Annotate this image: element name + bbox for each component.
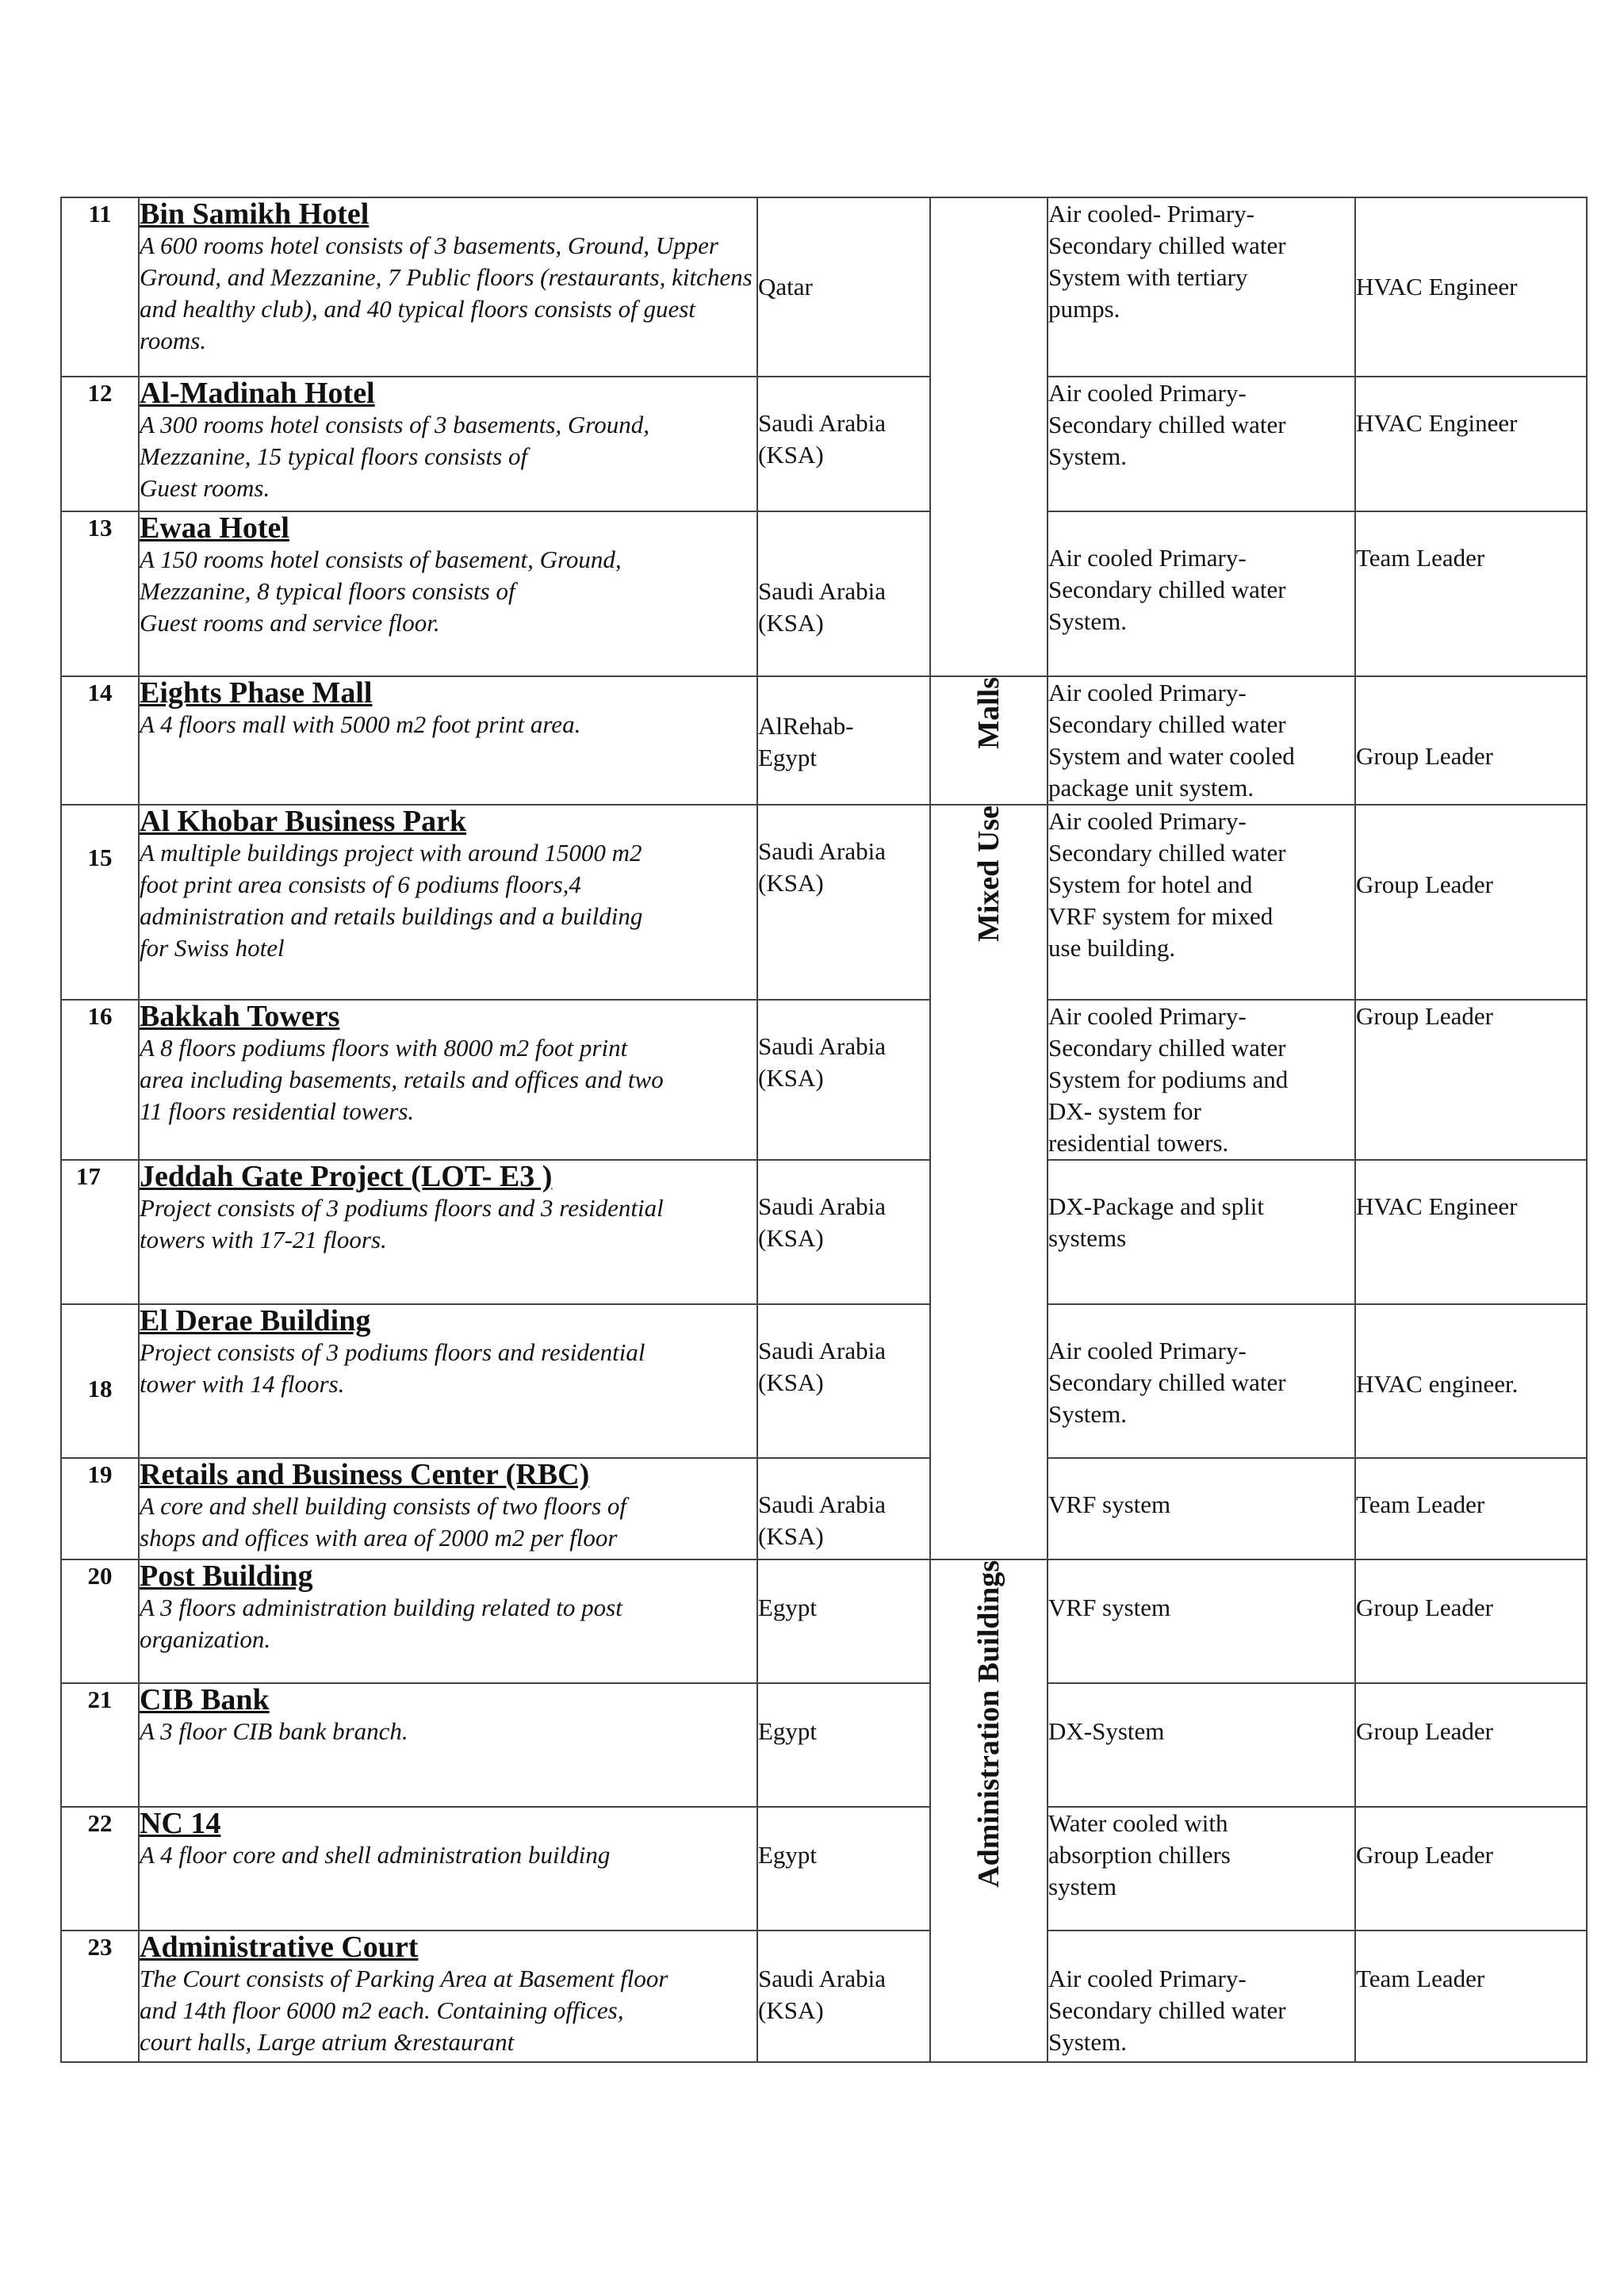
project-location: Saudi Arabia (KSA) — [757, 1000, 930, 1160]
table-row — [61, 1807, 1587, 1931]
table-row — [61, 676, 1587, 805]
project-system: DX-System — [1048, 1683, 1355, 1807]
project-title: Bakkah Towers — [140, 1000, 340, 1033]
project-number: 18 — [61, 1304, 139, 1458]
project-number: 21 — [61, 1683, 139, 1807]
project-cell — [139, 1931, 757, 2062]
project-location: Egypt — [757, 1559, 930, 1683]
category-label: Malls — [972, 677, 1005, 749]
project-role: Team Leader — [1355, 511, 1587, 676]
project-system: Air cooled- Primary- Secondary chilled water System with tertiary pumps. — [1048, 197, 1355, 377]
project-location: Saudi Arabia (KSA) — [757, 377, 930, 511]
project-role: HVAC Engineer — [1355, 377, 1587, 511]
project-description: A 3 floors administration building related to post organization. — [140, 1594, 622, 1653]
table-row — [61, 1000, 1587, 1160]
table-row — [61, 1931, 1587, 2062]
project-description: A core and shell building consists of two floors of shops and offices with area of 2000 m2 per floor — [140, 1492, 626, 1552]
project-role: HVAC Engineer — [1355, 1160, 1587, 1304]
project-role: Team Leader — [1355, 1458, 1587, 1559]
project-title: Al Khobar Business Park — [140, 805, 467, 838]
project-location: Saudi Arabia (KSA) — [757, 1931, 930, 2062]
project-description: A 4 floor core and shell administration building — [140, 1841, 611, 1869]
project-title: Eights Phase Mall — [140, 676, 373, 710]
project-system: DX-Package and split systems — [1048, 1160, 1355, 1304]
project-number: 20 — [61, 1559, 139, 1683]
project-title: Post Building — [140, 1559, 313, 1593]
project-role: Group Leader — [1355, 1683, 1587, 1807]
project-role: Group Leader — [1355, 1559, 1587, 1683]
project-number: 16 — [61, 1000, 139, 1160]
project-description: The Court consists of Parking Area at Basement floor and 14th floor 6000 m2 each. Containing offices, court halls, Large atrium &restaurant — [140, 1965, 668, 2056]
category-administration-buildings — [930, 1559, 1048, 2062]
projects-table — [60, 197, 1588, 2063]
project-location: Egypt — [757, 1683, 930, 1807]
category-hotels — [930, 197, 1048, 676]
project-system: Water cooled with absorption chillers system — [1048, 1807, 1355, 1931]
project-role: Team Leader — [1355, 1931, 1587, 2062]
project-title: Jeddah Gate Project (LOT- E3 ) — [140, 1160, 553, 1193]
project-location: Saudi Arabia (KSA) — [757, 1160, 930, 1304]
project-title: El Derae Building — [140, 1304, 371, 1337]
project-cell — [139, 1160, 757, 1304]
project-role: Group Leader — [1355, 676, 1587, 805]
project-location: Saudi Arabia (KSA) — [757, 1304, 930, 1458]
project-title: NC 14 — [140, 1807, 221, 1840]
project-number: 14 — [61, 676, 139, 805]
project-cell — [139, 1000, 757, 1160]
project-cell — [139, 1559, 757, 1683]
category-label: Mixed Use — [972, 806, 1005, 943]
project-cell — [139, 1304, 757, 1458]
table-row — [61, 1304, 1587, 1458]
table-row — [61, 197, 1587, 377]
project-description: A 600 rooms hotel consists of 3 basements, Ground, Upper Ground, and Mezzanine, 7 Public floors (restaurants, kitchens and healthy club), and 40 typical floors consists of guest rooms. — [140, 232, 753, 354]
project-system: Air cooled Primary- Secondary chilled water System. — [1048, 1304, 1355, 1458]
project-location: Qatar — [757, 197, 930, 377]
project-number: 11 — [61, 197, 139, 377]
project-cell — [139, 805, 757, 1000]
category-label: Administration Buildings — [972, 1560, 1005, 1888]
project-title: Retails and Business Center (RBC) — [140, 1458, 590, 1491]
project-role: HVAC Engineer — [1355, 197, 1587, 377]
project-system: Air cooled Primary- Secondary chilled water System. — [1048, 511, 1355, 676]
project-number: 23 — [61, 1931, 139, 2062]
project-number: 17 — [61, 1160, 139, 1304]
project-cell — [139, 1458, 757, 1559]
project-description: A 8 floors podiums floors with 8000 m2 foot print area including basements, retails and offices and two 11 floors residential towers. — [140, 1034, 664, 1125]
project-cell — [139, 197, 757, 377]
table-row — [61, 1458, 1587, 1559]
project-description: Project consists of 3 podiums floors and 3 residential towers with 17-21 floors. — [140, 1194, 664, 1253]
project-location: Saudi Arabia (KSA) — [757, 1458, 930, 1559]
projects-table-page — [60, 197, 1586, 2058]
project-description: A 4 floors mall with 5000 m2 foot print area. — [140, 710, 581, 738]
project-location: Saudi Arabia (KSA) — [757, 805, 930, 1000]
project-title: Administrative Court — [140, 1931, 419, 1964]
project-location: Saudi Arabia (KSA) — [757, 511, 930, 676]
project-description: Project consists of 3 podiums floors and residential tower with 14 floors. — [140, 1338, 645, 1398]
project-location: AlRehab- Egypt — [757, 676, 930, 805]
project-cell — [139, 511, 757, 676]
project-role: HVAC engineer. — [1355, 1304, 1587, 1458]
project-system: VRF system — [1048, 1458, 1355, 1559]
project-system: Air cooled Primary- Secondary chilled water System and water cooled package unit system. — [1048, 676, 1355, 805]
project-description: A 150 rooms hotel consists of basement, Ground, Mezzanine, 8 typical floors consists of Guest rooms and service floor. — [140, 545, 622, 637]
project-role: Group Leader — [1355, 1807, 1587, 1931]
project-number: 15 — [61, 805, 139, 1000]
project-number: 19 — [61, 1458, 139, 1559]
project-system: VRF system — [1048, 1559, 1355, 1683]
project-role: Group Leader — [1355, 1000, 1587, 1160]
project-cell — [139, 1807, 757, 1931]
project-number: 13 — [61, 511, 139, 676]
category-mixed-use — [930, 805, 1048, 1559]
project-description: A multiple buildings project with around 15000 m2 foot print area consists of 6 podiums floors,4 administration and retails buildings and a building for Swiss hotel — [140, 839, 643, 962]
project-title: Al-Madinah Hotel — [140, 377, 375, 410]
project-title: Bin Samikh Hotel — [140, 197, 370, 231]
project-title: Ewaa Hotel — [140, 511, 289, 545]
project-location: Egypt — [757, 1807, 930, 1931]
table-row — [61, 1683, 1587, 1807]
project-cell — [139, 676, 757, 805]
category-malls — [930, 676, 1048, 805]
project-system: Air cooled Primary- Secondary chilled water System. — [1048, 1931, 1355, 2062]
project-title: CIB Bank — [140, 1683, 270, 1716]
project-cell — [139, 1683, 757, 1807]
table-row — [61, 511, 1587, 676]
project-description: A 300 rooms hotel consists of 3 basements, Ground, Mezzanine, 15 typical floors consists of Guest rooms. — [140, 411, 649, 502]
project-number: 22 — [61, 1807, 139, 1931]
project-system: Air cooled Primary- Secondary chilled water System for podiums and DX- system for residential towers. — [1048, 1000, 1355, 1160]
project-cell — [139, 377, 757, 511]
table-row — [61, 1160, 1587, 1304]
table-row — [61, 377, 1587, 511]
project-system: Air cooled Primary- Secondary chilled water System for hotel and VRF system for mixed use building. — [1048, 805, 1355, 1000]
table-row — [61, 1559, 1587, 1683]
project-role: Group Leader — [1355, 805, 1587, 1000]
project-description: A 3 floor CIB bank branch. — [140, 1717, 408, 1745]
project-number: 12 — [61, 377, 139, 511]
project-system: Air cooled Primary- Secondary chilled water System. — [1048, 377, 1355, 511]
table-row — [61, 805, 1587, 1000]
